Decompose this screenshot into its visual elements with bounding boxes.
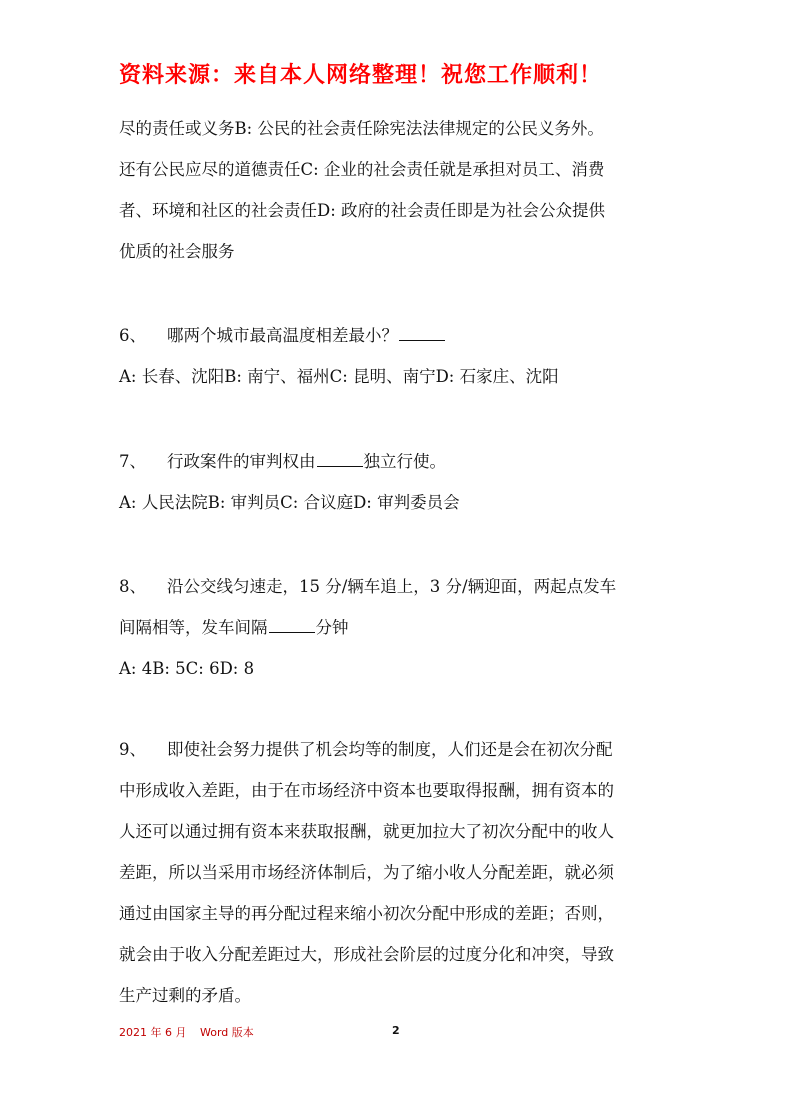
- question-6: [119, 315, 679, 397]
- paragraph-line: 还有公民应尽的道德责任C: 企业的社会责任就是承担对员工、消费: [119, 160, 605, 179]
- question-text: 哪两个城市最高温度相差最小？: [167, 326, 398, 345]
- paragraph-line: 人还可以通过拥有资本来获取报酬，就更加拉大了初次分配中的收人: [119, 822, 614, 841]
- paragraph-line: 尽的责任或义务B: 公民的社会责任除宪法法律规定的公民义务外。: [119, 119, 604, 138]
- question-6-stem: [119, 315, 679, 356]
- question-text: 沿公交线匀速走，15 分/辆车追上，3 分/辆迎面，两起点发车: [167, 577, 617, 596]
- page-header-banner: 资料来源：来自本人网络整理！祝您工作顺利！: [119, 63, 603, 88]
- question-text: 即使社会努力提供了机会均等的制度，人们还是会在初次分配: [167, 740, 613, 759]
- question-9: [119, 729, 679, 1016]
- paragraph-line: 优质的社会服务: [119, 242, 235, 261]
- paragraph-line: 就会由于收入分配差距过大，形成社会阶层的过度分化和冲突，导致: [119, 945, 614, 964]
- answer-blank: [269, 618, 315, 633]
- question-7: [119, 441, 679, 523]
- question-number: 9、: [119, 740, 146, 759]
- question-7-stem: [119, 441, 679, 482]
- question-9-stem: [119, 729, 679, 770]
- footer-date: 2021 年 6 月: [119, 1026, 187, 1039]
- question-text-end: 分钟: [315, 618, 349, 637]
- paragraph-line: 通过由国家主导的再分配过程来缩小初次分配中形成的差距；否则，: [119, 904, 614, 923]
- question-number: 6、: [119, 326, 146, 345]
- paragraph-line: 生产过剩的矛盾。: [119, 986, 251, 1005]
- question-6-options: A: 长春、沈阳B: 南宁、福州C: 昆明、南宁D: 石家庄、沈阳: [119, 367, 559, 386]
- question-8-stem: [119, 566, 679, 607]
- question-8: [119, 566, 679, 689]
- question-8-options: A: 4B: 5C: 6D: 8: [119, 659, 255, 678]
- paragraph-line: 差距，所以当采用市场经济体制后，为了缩小收人分配差距，就必须: [119, 863, 614, 882]
- paragraph-line: 者、环境和社区的社会责任D: 政府的社会责任即是为社会公众提供: [119, 201, 606, 220]
- question-number: 8、: [119, 577, 146, 596]
- answer-blank: [317, 452, 363, 467]
- question-8-stem-line2: [119, 607, 679, 648]
- question-7-options: A: 人民法院B: 审判员C: 合议庭D: 审判委员会: [119, 493, 460, 512]
- footer-version: Word 版本: [200, 1026, 254, 1039]
- continuation-paragraph: [119, 108, 679, 272]
- question-number: 7、: [119, 452, 146, 471]
- question-text: 行政案件的审判权由: [167, 452, 316, 471]
- question-text-end: 独立行使。: [363, 452, 446, 471]
- page-number: 2: [392, 1024, 400, 1037]
- answer-blank: [399, 326, 445, 341]
- question-text: 间隔相等，发车间隔: [119, 618, 268, 637]
- paragraph-line: 中形成收入差距，由于在市场经济中资本也要取得报酬，拥有资本的: [119, 781, 614, 800]
